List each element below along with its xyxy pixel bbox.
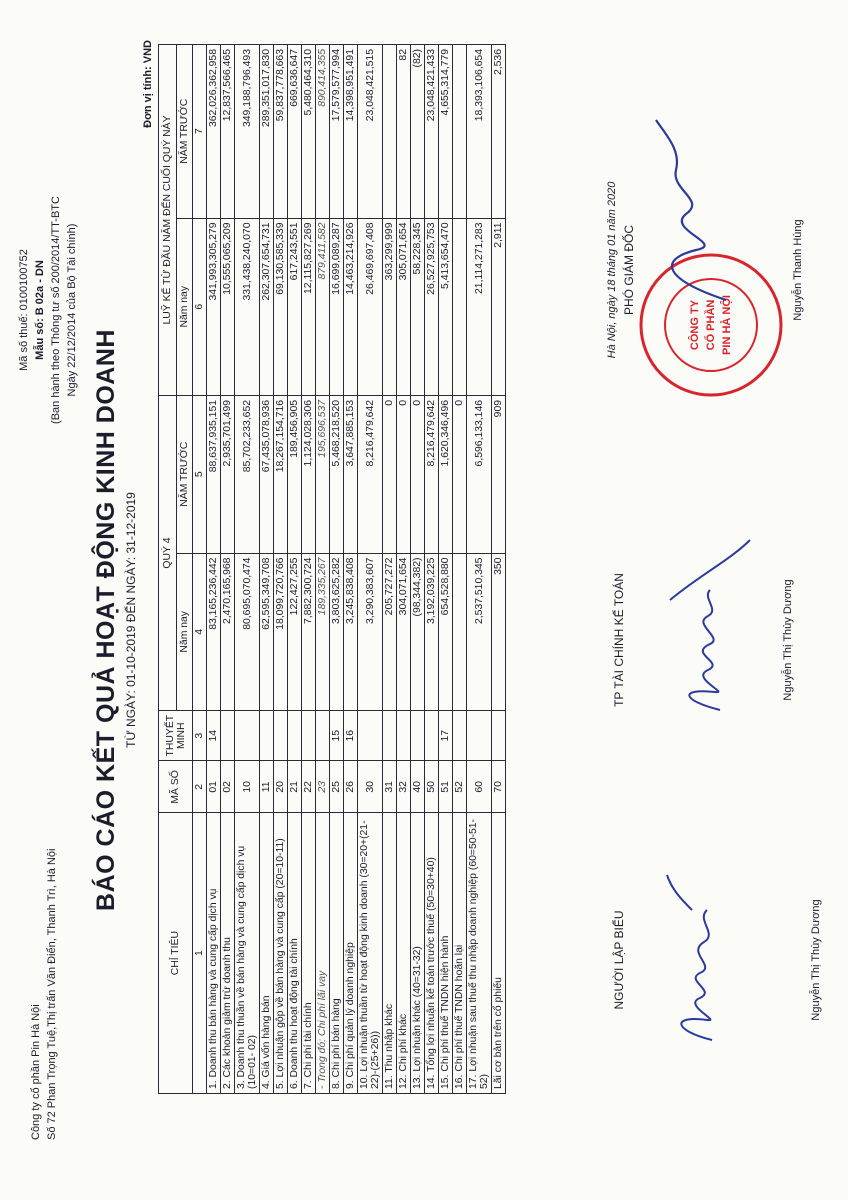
q4-current-value: (98,344,382) (411, 553, 425, 711)
row-note (302, 711, 316, 761)
ytd-previous-value: 669,636,647 (288, 45, 302, 219)
header-chi-tieu: CHỈ TIÊU (159, 813, 193, 1094)
row-label: 11. Thu nhập khác (383, 813, 397, 1094)
row-note (221, 711, 235, 761)
q4-current-value: 3,192,039,225 (425, 553, 439, 711)
ytd-previous-value: 890,414,355 (316, 45, 330, 219)
q4-previous-value: 0 (411, 395, 425, 553)
ytd-current-value: 26,527,925,753 (425, 218, 439, 395)
ytd-previous-value: 82 (397, 45, 411, 219)
q4-current-value: 80,695,070,474 (235, 553, 260, 711)
row-code: 02 (221, 761, 235, 813)
row-note (411, 711, 425, 761)
row-code: 23 (316, 761, 330, 813)
ytd-previous-value (383, 45, 397, 219)
row-note: 15 (330, 711, 344, 761)
column-number: 2 (193, 761, 207, 813)
row-note (358, 711, 383, 761)
row-label: 4. Giá vốn hàng bán (260, 813, 274, 1094)
row-code: 52 (453, 761, 467, 813)
ytd-current-value: 262,307,654,731 (260, 218, 274, 395)
ytd-current-value: 363,299,999 (383, 218, 397, 395)
income-statement-table (158, 44, 506, 1094)
row-label: - Trong đó: Chi phí lãi vay (316, 813, 330, 1094)
stamp-line-1: CÔNG TY (689, 299, 701, 351)
report-period: TỪ NGÀY: 01-10-2019 ĐẾN NGÀY: 31-12-2019 (124, 492, 138, 748)
table-row (330, 45, 344, 1094)
ytd-current-value (453, 218, 467, 395)
q4-previous-value: 2,935,701,499 (221, 395, 235, 553)
director-block (606, 100, 836, 440)
ytd-previous-value: (82) (411, 45, 425, 219)
q4-previous-value: 0 (397, 395, 411, 553)
preparer-title: NGƯỜI LẬP BIỂU (612, 910, 626, 1010)
ytd-previous-value: 12,837,566,465 (221, 45, 235, 219)
q4-current-value: 205,727,272 (383, 553, 397, 711)
row-label: 8. Chi phí bán hàng (330, 813, 344, 1094)
column-number: 4 (193, 553, 207, 711)
column-number: 1 (193, 813, 207, 1094)
q4-previous-value: 1,620,346,496 (439, 395, 453, 553)
row-label: Lãi cơ bản trên cổ phiếu (492, 813, 506, 1094)
q4-previous-value: 5,468,218,520 (330, 395, 344, 553)
row-label: 3. Doanh thu thuần về bán hàng và cung cấp dịch vụ (10=01- 02) (235, 813, 260, 1094)
q4-previous-value: 909 (492, 395, 506, 553)
header-q4-nam-nay: Năm nay (177, 553, 193, 711)
row-note (316, 711, 330, 761)
q4-current-value: 304,071,654 (397, 553, 411, 711)
row-code: 40 (411, 761, 425, 813)
q4-current-value: 3,290,383,607 (358, 553, 383, 711)
table-row (302, 45, 316, 1094)
q4-current-value: 189,335,267 (316, 553, 330, 711)
row-code: 20 (274, 761, 288, 813)
ytd-current-value: 879,411,582 (316, 218, 330, 395)
q4-current-value: 7,882,300,724 (302, 553, 316, 711)
table-row (260, 45, 274, 1094)
column-number: 6 (193, 218, 207, 395)
row-code: 50 (425, 761, 439, 813)
ytd-previous-value: 5,480,464,310 (302, 45, 316, 219)
row-label: 12. Chi phí khác (397, 813, 411, 1094)
q4-current-value: 83,165,236,442 (207, 553, 221, 711)
table-row (207, 45, 221, 1094)
table-row (425, 45, 439, 1094)
row-note (492, 711, 506, 761)
ytd-current-value: 69,130,585,339 (274, 218, 288, 395)
row-label: 9. Chi phí quản lý doanh nghiệp (344, 813, 358, 1094)
row-note (383, 711, 397, 761)
header-ytd-nam-nay: Năm nay (177, 218, 193, 395)
table-row (358, 45, 383, 1094)
ytd-current-value: 5,413,654,470 (439, 218, 453, 395)
row-note (467, 711, 492, 761)
q4-previous-value: 189,456,905 (288, 395, 302, 553)
ytd-current-value: 16,699,089,287 (330, 218, 344, 395)
row-label: 13. Lợi nhuận khác (40=31-32) (411, 813, 425, 1094)
ytd-current-value: 58,228,345 (411, 218, 425, 395)
currency-unit: Đơn vị tính: VND (142, 40, 154, 128)
q4-previous-value: 88,637,935,151 (207, 395, 221, 553)
stamp-line-3: PIN HÀ NỘI (721, 295, 733, 355)
row-code: 31 (383, 761, 397, 813)
accountant-title: TP TÀI CHÍNH KẾ TOÁN (612, 573, 626, 707)
ytd-current-value: 26,469,697,408 (358, 218, 383, 395)
ytd-current-value: 341,993,305,279 (207, 218, 221, 395)
director-signature (646, 110, 756, 310)
table-row (221, 45, 235, 1094)
table-row (439, 45, 453, 1094)
table-row (397, 45, 411, 1094)
ytd-previous-value: 23,048,421,515 (358, 45, 383, 219)
table-row (235, 45, 260, 1094)
row-label: 1. Doanh thu bán hàng và cung cấp dịch vụ (207, 813, 221, 1094)
row-code: 22 (302, 761, 316, 813)
column-number-row (193, 45, 207, 1094)
tax-code: Mã số thuế: 0100100752 (18, 249, 30, 371)
q4-current-value: 122,427,255 (288, 553, 302, 711)
row-code: 21 (288, 761, 302, 813)
table-row (344, 45, 358, 1094)
q4-previous-value: 85,702,233,652 (235, 395, 260, 553)
row-note (274, 711, 288, 761)
q4-previous-value: 0 (383, 395, 397, 553)
row-note (425, 711, 439, 761)
row-note (397, 711, 411, 761)
column-number: 5 (193, 395, 207, 553)
preparer-block (612, 840, 832, 1080)
q4-current-value: 2,537,510,345 (467, 553, 492, 711)
q4-current-value (453, 553, 467, 711)
form-header (16, 120, 80, 500)
ytd-previous-value: 23,048,421,433 (425, 45, 439, 219)
form-number: Mẫu số: B 02a - DN (34, 260, 46, 360)
preparer-signature (652, 860, 742, 1060)
row-note: 16 (344, 711, 358, 761)
q4-previous-value: 18,267,154,716 (274, 395, 288, 553)
row-note (260, 711, 274, 761)
ytd-current-value: 617,243,551 (288, 218, 302, 395)
row-code: 30 (358, 761, 383, 813)
row-note: 14 (207, 711, 221, 761)
table-row (383, 45, 397, 1094)
ytd-current-value: 21,114,271,283 (467, 218, 492, 395)
table-row (492, 45, 506, 1094)
row-note (453, 711, 467, 761)
q4-previous-value: 3,647,885,153 (344, 395, 358, 553)
table-row (316, 45, 330, 1094)
row-code: 01 (207, 761, 221, 813)
q4-current-value: 350 (492, 553, 506, 711)
preparer-name: Nguyễn Thị Thùy Dương (810, 899, 822, 1021)
ytd-previous-value: 18,393,106,654 (467, 45, 492, 219)
form-note-1: (Ban hành theo Thông tư số 200/2014/TT-BTC (50, 196, 62, 424)
ytd-previous-value: 362,026,362,958 (207, 45, 221, 219)
ytd-previous-value: 17,579,577,994 (330, 45, 344, 219)
row-label: 6. Doanh thu hoạt động tài chính (288, 813, 302, 1094)
report-date: Hà Nội, ngày 18 tháng 01 năm 2020 (606, 181, 618, 359)
table-row (288, 45, 302, 1094)
q4-previous-value: 195,696,537 (316, 395, 330, 553)
ytd-current-value: 331,438,240,070 (235, 218, 260, 395)
row-label: 5. Lợi nhuận gộp về bán hàng và cung cấp (20=10-11) (274, 813, 288, 1094)
q4-current-value: 3,245,838,408 (344, 553, 358, 711)
q4-previous-value: 6,596,133,146 (467, 395, 492, 553)
report-title: BÁO CÁO KẾT QUẢ HOẠT ĐỘNG KINH DOANH (92, 329, 120, 911)
ytd-previous-value: 14,398,951,491 (344, 45, 358, 219)
row-note: 17 (439, 711, 453, 761)
table-row (274, 45, 288, 1094)
row-label: 7. Chi phí tài chính (302, 813, 316, 1094)
q4-previous-value: 67,435,078,936 (260, 395, 274, 553)
stamp-line-2: CỔ PHẦN (705, 299, 717, 351)
table-row (453, 45, 467, 1094)
q4-current-value: 654,528,880 (439, 553, 453, 711)
accountant-name: Nguyễn Thị Thùy Dương (782, 579, 794, 701)
q4-current-value: 3,803,625,282 (330, 553, 344, 711)
row-code: 26 (344, 761, 358, 813)
row-label: 15. Chi phí thuế TNDN hiện hành (439, 813, 453, 1094)
accountant-block (612, 510, 832, 770)
row-label: 2. Các khoản giảm trừ doanh thu (221, 813, 235, 1094)
row-code: 11 (260, 761, 274, 813)
ytd-current-value: 12,115,827,269 (302, 218, 316, 395)
ytd-current-value: 305,071,654 (397, 218, 411, 395)
row-code: 10 (235, 761, 260, 813)
ytd-current-value: 2,911 (492, 218, 506, 395)
row-label: 10. Lợi nhuận thuần từ hoạt động kinh doanh (30=20+(21-22)-(25+26)) (358, 813, 383, 1094)
ytd-previous-value: 289,351,017,830 (260, 45, 274, 219)
row-code: 60 (467, 761, 492, 813)
header-thuyet-minh: THUYẾT MINH (159, 711, 193, 761)
row-note (235, 711, 260, 761)
row-code: 25 (330, 761, 344, 813)
table-row (467, 45, 492, 1094)
header-quy-4: QUÝ 4 (159, 395, 177, 710)
q4-previous-value: 0 (453, 395, 467, 553)
q4-previous-value: 1,124,028,306 (302, 395, 316, 553)
row-label: 16. Chi phí thuế TNDN hoãn lại (453, 813, 467, 1094)
column-number: 3 (193, 711, 207, 761)
director-title: PHÓ GIÁM ĐỐC (622, 225, 636, 316)
row-note (288, 711, 302, 761)
q4-previous-value: 8,216,479,642 (425, 395, 439, 553)
row-label: 17. Lợi nhuận sau thuế thu nhập doanh nghiệp (60=50-51-52) (467, 813, 492, 1094)
q4-current-value: 2,470,165,968 (221, 553, 235, 711)
company-address: Số 72 Phan Trọng Tuệ,Thị trấn Văn Điển, Thanh Trì, Hà Nội (46, 848, 58, 1140)
row-code: 70 (492, 761, 506, 813)
accountant-signature (640, 530, 760, 750)
company-name: Công ty cổ phần Pin Hà Nội (30, 1004, 42, 1140)
table-row (411, 45, 425, 1094)
ytd-current-value: 14,463,214,926 (344, 218, 358, 395)
row-code: 32 (397, 761, 411, 813)
ytd-previous-value: 349,188,796,493 (235, 45, 260, 219)
header-ma-so: MÃ SỐ (159, 761, 193, 813)
ytd-previous-value: 59,837,778,663 (274, 45, 288, 219)
form-note-2: Ngày 22/12/2014 của Bộ Tài chính) (66, 223, 78, 397)
row-label: 14. Tổng lợi nhuận kế toán trước thuế (50=30+40) (425, 813, 439, 1094)
header-q4-nam-truoc: NĂM TRƯỚC (177, 395, 193, 553)
header-ytd-nam-truoc: NĂM TRƯỚC (177, 45, 193, 219)
q4-current-value: 62,595,349,708 (260, 553, 274, 711)
q4-current-value: 18,099,720,766 (274, 553, 288, 711)
column-number: 7 (193, 45, 207, 219)
header-luy-ke: LUỸ KẾ TỪ ĐẦU NĂM ĐẾN CUỐI QUÝ NÀY (159, 45, 177, 396)
row-code: 51 (439, 761, 453, 813)
company-header (28, 849, 60, 1140)
ytd-current-value: 10,555,065,209 (221, 218, 235, 395)
q4-previous-value: 8,216,479,642 (358, 395, 383, 553)
ytd-previous-value: 4,655,314,779 (439, 45, 453, 219)
ytd-previous-value: 2,536 (492, 45, 506, 219)
director-name: Nguyễn Thanh Hùng (792, 219, 804, 321)
ytd-previous-value (453, 45, 467, 219)
